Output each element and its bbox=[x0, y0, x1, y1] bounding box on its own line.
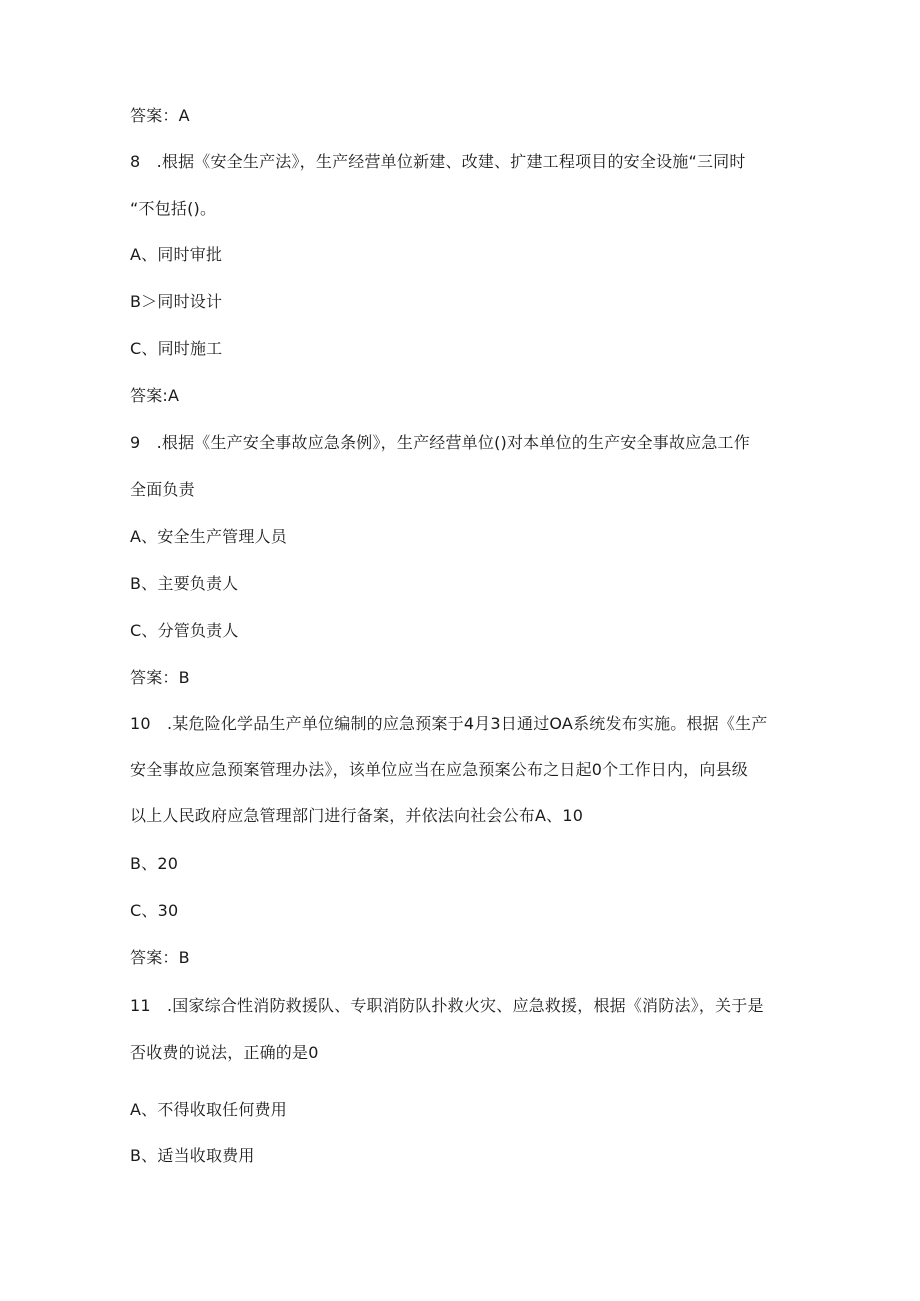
option-q8-b: B＞同时设计 bbox=[130, 292, 223, 311]
question-11-text: 11 .国家综合性消防救援队、专职消防队扑救火灾、应急救援，根据《消防法》，关于是 bbox=[130, 996, 764, 1015]
answer-q7: 答案：A bbox=[130, 106, 190, 125]
question-8-text-cont: “不包括()。 bbox=[130, 199, 217, 218]
question-8-text: 8 .根据《安全生产法》，生产经营单位新建、改建、扩建工程项目的安全设施“三同时 bbox=[130, 152, 746, 171]
option-q11-a: A、不得收取任何费用 bbox=[130, 1100, 287, 1119]
question-11-text-cont: 否收费的说法，正确的是0 bbox=[130, 1043, 319, 1062]
option-q10-b: B、20 bbox=[130, 854, 179, 873]
option-q10-c: C、30 bbox=[130, 901, 179, 920]
answer-q8: 答案:A bbox=[130, 386, 180, 405]
option-q9-b: B、主要负责人 bbox=[130, 574, 239, 593]
question-9-text-cont: 全面负责 bbox=[130, 480, 195, 499]
answer-q10: 答案：B bbox=[130, 948, 190, 967]
question-9-text: 9 .根据《生产安全事故应急条例》，生产经营单位()对本单位的生产安全事故应急工作 bbox=[130, 433, 750, 452]
option-q9-a: A、安全生产管理人员 bbox=[130, 527, 287, 546]
option-q11-b: B、适当收取费用 bbox=[130, 1146, 255, 1165]
question-10-text: 10 .某危险化学品生产单位编制的应急预案于4月3日通过OA系统发布实施。根据《生产 bbox=[130, 714, 768, 733]
option-q8-a: A、同时审批 bbox=[130, 245, 223, 264]
option-q8-c: C、同时施工 bbox=[130, 339, 223, 358]
question-10-text-cont-2: 以上人民政府应急管理部门进行备案，并依法向社会公布A、10 bbox=[130, 806, 584, 825]
question-10-text-cont: 安全事故应急预案管理办法》，该单位应当在应急预案公布之日起0个工作日内，向县级 bbox=[130, 760, 748, 779]
option-q9-c: C、分管负责人 bbox=[130, 621, 239, 640]
answer-q9: 答案：B bbox=[130, 668, 190, 687]
